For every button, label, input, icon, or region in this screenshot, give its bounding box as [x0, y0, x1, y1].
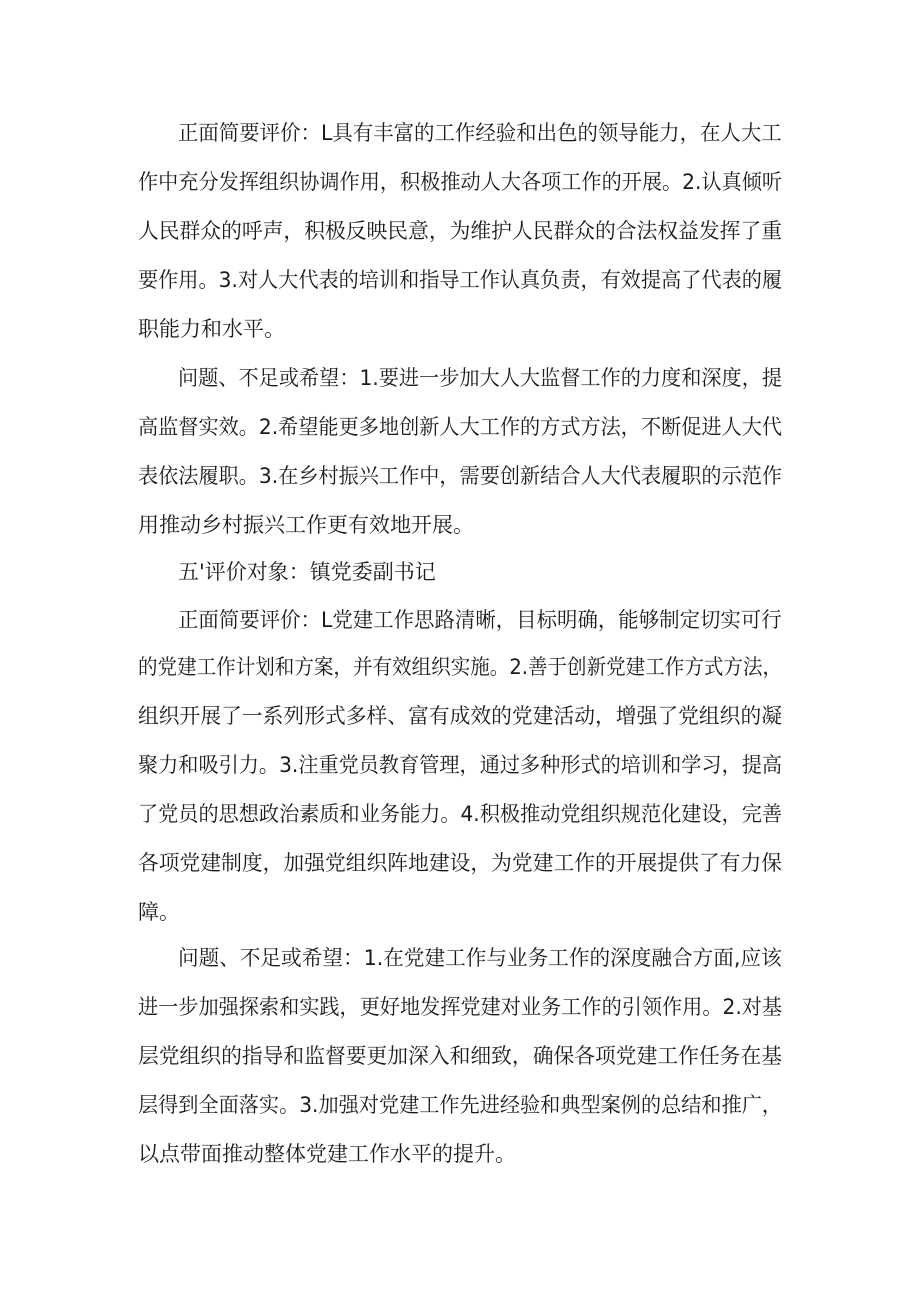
- para4-line6: 各项党建制度，加强党组织阵地建设，为党建工作的开展提供了有力保: [138, 851, 782, 875]
- para5-line1: 问题、不足或希望：1.在党建工作与业务工作的深度融合方面,应该: [178, 946, 782, 970]
- para4-line7: 障。: [138, 900, 180, 924]
- para2-line4: 用推动乡村振兴工作更有效地开展。: [138, 513, 474, 537]
- para5-line2: 进一步加强探索和实践，更好地发挥党建对业务工作的引领作用。2.对基: [138, 995, 783, 1019]
- para4-line1: 正面简要评价：L党建工作思路清晰，目标明确，能够制定切实可行: [178, 608, 782, 632]
- para5-line3: 层党组织的指导和监督要更加深入和细致，确保各项党建工作任务在基: [138, 1044, 782, 1068]
- para4-line4: 聚力和吸引力。3.注重党员教育管理，通过多种形式的培训和学习，提高: [138, 753, 783, 777]
- para5-line5: 以点带面推动整体党建工作水平的提升。: [138, 1142, 516, 1166]
- para1-line4: 要作用。3.对人大代表的培训和指导工作认真负责，有效提高了代表的履: [138, 268, 783, 292]
- para1-line3: 人民群众的呼声，积极反映民意，为维护人民群众的合法权益发挥了重: [138, 219, 782, 243]
- para2-line2: 高监督实效。2.希望能更多地创新人大工作的方式方法，不断促进人大代: [138, 415, 783, 439]
- para2-line1: 问题、不足或希望：1.要进一步加大人大监督工作的力度和深度，提: [178, 366, 783, 390]
- para1-line5: 职能力和水平。: [138, 317, 285, 341]
- para1-line1: 正面简要评价：L具有丰富的工作经验和出色的领导能力，在人大工: [178, 121, 782, 145]
- section-heading: 五'评价对象：镇党委副书记: [178, 560, 436, 584]
- para2-line3: 表依法履职。3.在乡村振兴工作中，需要创新结合人大代表履职的示范作: [138, 464, 783, 488]
- para4-line3: 组织开展了一系列形式多样、富有成效的党建活动，增强了党组织的凝: [138, 704, 782, 728]
- para4-line2: 的党建工作计划和方案，并有效组织实施。2.善于创新党建工作方式方法，: [138, 655, 783, 679]
- para1-line2: 作中充分发挥组织协调作用，积极推动人大各项工作的开展。2.认真倾听: [138, 170, 783, 194]
- para4-line5: 了党员的思想政治素质和业务能力。4.积极推动党组织规范化建设，完善: [138, 802, 783, 826]
- para5-line4: 层得到全面落实。3.加强对党建工作先进经验和典型案例的总结和推广，: [138, 1093, 783, 1117]
